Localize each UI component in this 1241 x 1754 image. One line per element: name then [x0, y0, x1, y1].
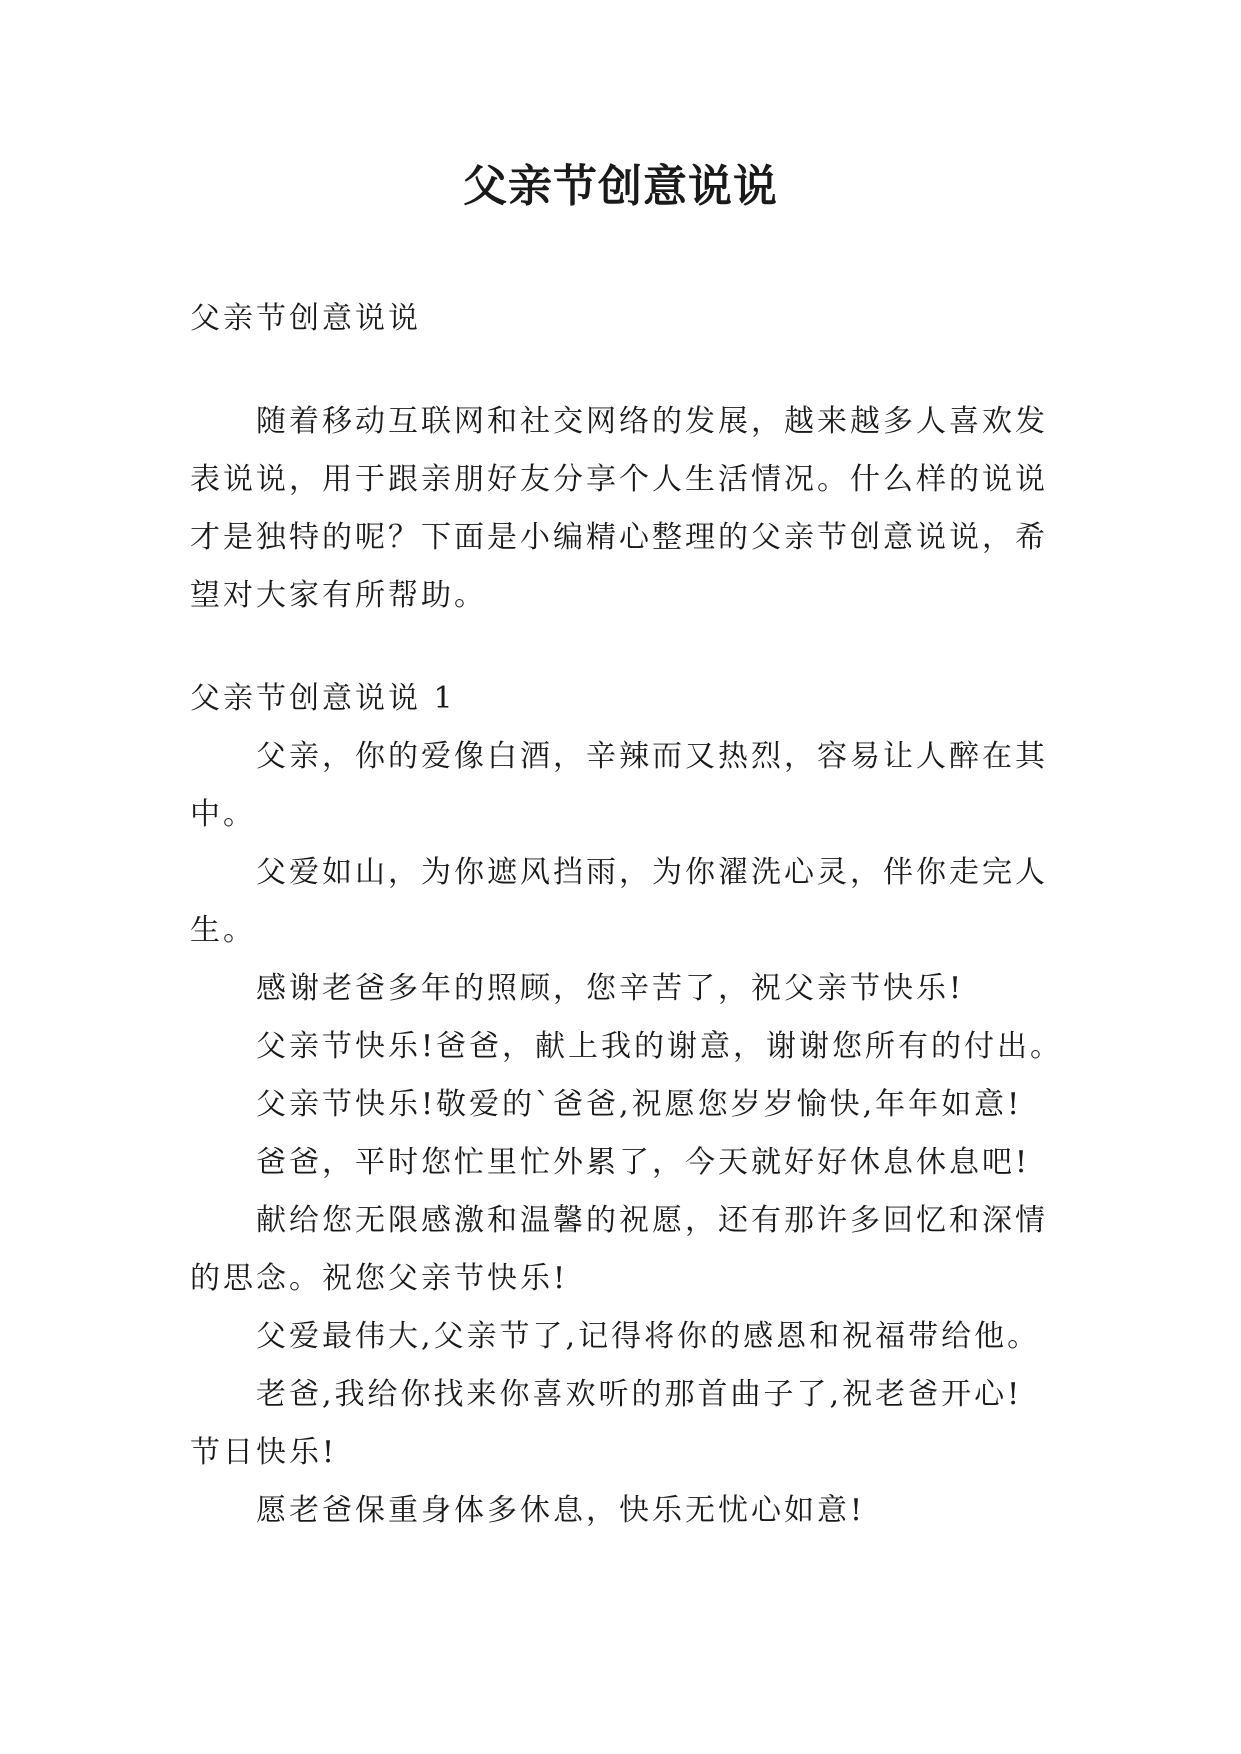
- document-title: 父亲节创意说说: [463, 161, 778, 212]
- intro-line-1: 随着移动互联网和社交网络的发展，越来越多人喜欢发: [256, 404, 1048, 439]
- body-line-13: 节日快乐!: [190, 1435, 338, 1470]
- section-heading: 父亲节创意说说 1: [190, 681, 456, 716]
- subtitle: 父亲节创意说说: [190, 301, 421, 336]
- body-line-7: 父亲节快乐!敬爱的`爸爸,祝愿您岁岁愉快,年年如意!: [256, 1087, 1023, 1122]
- body-line-5: 感谢老爸多年的照顾，您辛苦了，祝父亲节快乐!: [256, 971, 965, 1006]
- body-line-10: 的思念。祝您父亲节快乐!: [190, 1261, 569, 1296]
- body-line-3: 父爱如山，为你遮风挡雨，为你濯洗心灵，伴你走完人: [256, 855, 1048, 890]
- body-line-6: 父亲节快乐!爸爸，献上我的谢意，谢谢您所有的付出。: [256, 1029, 1064, 1064]
- document-body: [190, 290, 1064, 1540]
- intro-line-4: 望对大家有所帮助。: [190, 578, 487, 613]
- body-line-2: 中。: [190, 797, 256, 832]
- body-line-4: 生。: [190, 913, 256, 948]
- body-line-14: 愿老爸保重身体多休息，快乐无忧心如意!: [256, 1493, 866, 1528]
- intro-line-2: 表说说，用于跟亲朋好友分享个人生活情况。什么样的说说: [190, 462, 1048, 497]
- body-line-8: 爸爸，平时您忙里忙外累了，今天就好好休息休息吧!: [256, 1145, 1031, 1180]
- body-line-12: 老爸,我给你找来你喜欢听的那首曲子了,祝老爸开心!: [256, 1377, 1023, 1412]
- intro-line-3: 才是独特的呢？下面是小编精心整理的父亲节创意说说，希: [190, 520, 1048, 555]
- body-line-9: 献给您无限感激和温馨的祝愿，还有那许多回忆和深情: [256, 1203, 1048, 1238]
- body-line-1: 父亲，你的爱像白酒，辛辣而又热烈，容易让人醉在其: [256, 739, 1048, 774]
- body-line-11: 父爱最伟大,父亲节了,记得将你的感恩和祝福带给他。: [256, 1319, 1041, 1354]
